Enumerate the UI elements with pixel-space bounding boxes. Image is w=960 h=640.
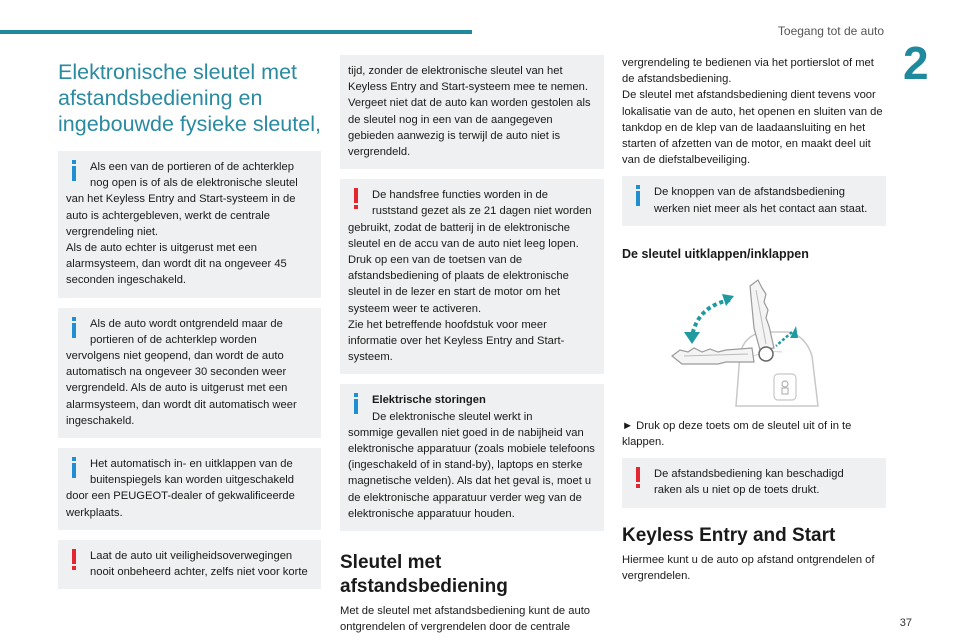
warning-note-box	[340, 179, 604, 374]
info-icon	[66, 456, 84, 478]
warning-note-box	[58, 540, 321, 589]
section-heading: Keyless Entry and Start	[622, 524, 836, 546]
body-paragraph: vergrendeling te bedienen via het portierslot of met de afstandsbediening.	[622, 57, 874, 86]
note-text: raken als u niet op de toets drukt.	[654, 484, 820, 497]
info-note-box	[622, 176, 886, 225]
body-paragraph: Hiermee kunt u de auto op afstand ontgrendelen of vergrendelen.	[622, 553, 875, 582]
info-icon	[630, 184, 648, 206]
note-text: door een PEUGEOT-dealer of gekwalificeerde werkplaats.	[66, 490, 295, 519]
chapter-number: 2	[903, 37, 929, 89]
warning-icon	[630, 466, 648, 488]
note-lead-text: Als de auto wordt ontgrendeld maar de portieren of de achterklep worden	[90, 317, 283, 346]
info-icon	[348, 392, 366, 414]
note-lead-text: Laat de auto uit veiligheidsoverwegingen nooit onbeheerd achter, zelfs niet voor korte	[90, 549, 308, 579]
column-1	[58, 55, 321, 589]
column-3	[622, 55, 886, 584]
note-text: Druk op een van de toetsen van de afstandsbediening of plaats de elektronische sleutel in de lezer en start de motor om het systeem weer te activeren.	[348, 254, 569, 315]
note-title: Elektrische storingen	[372, 394, 486, 407]
note-lead-text: Het automatisch in- en uitklappen van de buitenspiegels kan worden uitgeschakeld	[90, 458, 294, 487]
page-number: 37	[899, 617, 912, 629]
note-text: gebruikt, zodat de batterij in de elektronische sleutel en de accu van de auto niet leeg lopen.	[348, 221, 579, 250]
info-icon	[66, 159, 84, 181]
info-note-box	[58, 448, 321, 530]
warning-icon	[348, 187, 366, 209]
note-lead-text: De knoppen van de afstandsbediening	[654, 186, 845, 199]
note-text: sommige gevallen niet goed in de nabijheid van elektronische apparatuur (zoals mobiele telefoons (ingeschakeld of in stand-by), laptops en sterke magnetische velden). Als dat het geval is, moet u de elektronische apparatuur verder weg van de elektronische apparatuur houden.	[348, 426, 595, 520]
note-text: Zie het betreffende hoofdstuk voor meer informatie over het Keyless Entry and Start-systeem.	[348, 318, 565, 364]
note-lead-text: Als een van de portieren of de achterklep nog open is of als de elektronische sleutel	[90, 161, 298, 190]
header-accent-bar	[0, 30, 472, 34]
column-2	[340, 55, 604, 635]
note-text: werken niet meer als het contact aan staat.	[654, 202, 868, 215]
subsection-heading: De sleutel uitklappen/inklappen	[622, 246, 809, 261]
info-note-box	[340, 384, 604, 531]
warning-icon	[66, 548, 84, 570]
body-paragraph: De sleutel met afstandsbediening dient tevens voor lokalisatie van de auto, het openen en sluiten van de tankdop en de klep van de laadaansluiting en het starten of afzetten van de motor, en maakt deel uit van de diefstalbeveiliging.	[622, 89, 883, 167]
section-title: Toegang tot de auto	[777, 24, 884, 38]
section-heading: Sleutel met afstandsbediening	[340, 552, 508, 598]
info-note-box	[58, 151, 321, 298]
body-paragraph: Met de sleutel met afstandsbediening kunt de auto ontgrendelen of vergrendelen door de centrale	[340, 605, 591, 634]
key-fold-illustration	[622, 266, 886, 416]
note-lead-text: De elektronische sleutel werkt in	[372, 410, 533, 423]
info-icon	[66, 316, 84, 338]
instruction-text: ► Druk op deze toets om de sleutel uit of in te klappen.	[622, 419, 852, 449]
note-text: vervolgens niet geopend, dan wordt de auto automatisch na ongeveer 30 seconden weer vergrendeld. Als de auto is uitgerust met een alarmsysteem, dan wordt dit automatisch weer ingeschakeld.	[66, 350, 297, 427]
note-text: Als de auto echter is uitgerust met een alarmsysteem, dan wordt dit na ongeveer 45 seconden ingeschakeld.	[66, 242, 287, 287]
note-lead-text: De afstandsbediening kan beschadigd	[654, 468, 844, 481]
info-note-box	[58, 308, 321, 438]
note-text: tijd, zonder de elektronische sleutel van het Keyless Entry and Start-systeem mee te nemen. Vergeet niet dat de auto kan worden gestolen als de sleutel nog in een van de aangegeven gebieden aanwezig is terwijl de auto niet is vergrendeld.	[348, 65, 591, 159]
warning-note-box	[622, 458, 886, 507]
warning-note-continuation	[340, 55, 604, 169]
note-lead-text: De handsfree functies worden in de ruststand gezet als ze 21 dagen niet worden	[372, 189, 592, 218]
page-title: Elektronische sleutel met afstandsbediening en ingebouwde fysieke sleutel,	[58, 60, 321, 136]
folding-key-icon	[622, 266, 886, 416]
note-text: van het Keyless Entry and Start-systeem in de auto is achtergebleven, werkt de centrale vergrendeling niet.	[66, 193, 296, 238]
